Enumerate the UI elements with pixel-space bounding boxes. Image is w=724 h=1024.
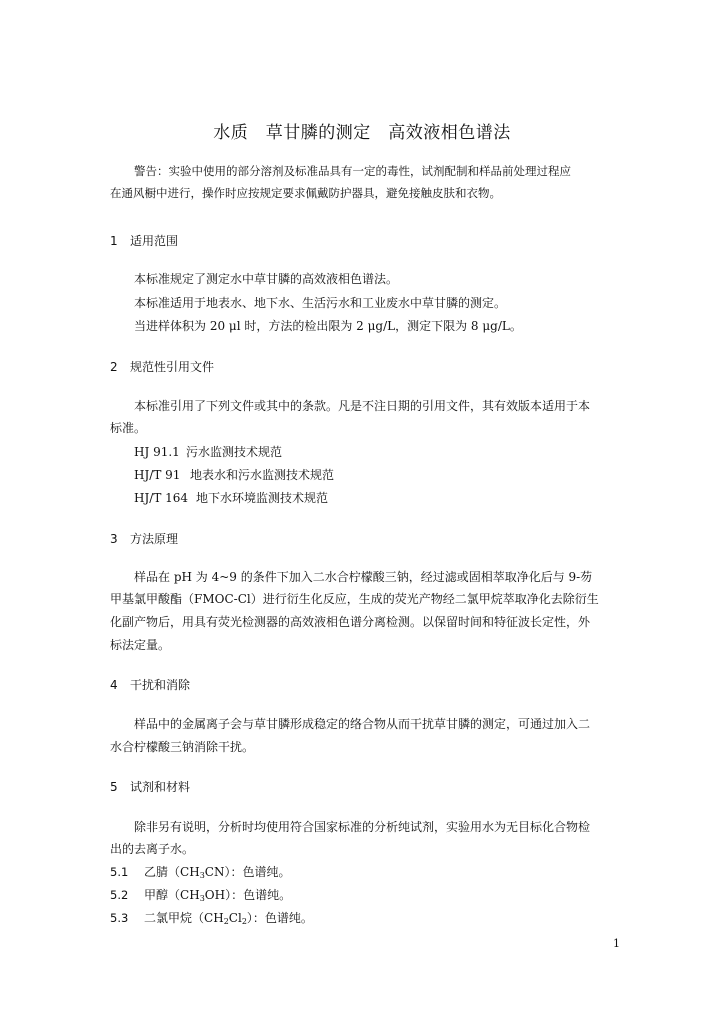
formula-part: CH — [204, 911, 224, 925]
reagent-name: 乙腈 — [144, 865, 169, 879]
section-heading-5 — [110, 778, 190, 795]
section-number: 4 — [110, 678, 118, 692]
formula-subscript: 3 — [199, 894, 205, 903]
section-number: 3 — [110, 532, 118, 546]
reagent-item: 5.1 乙腈$(CH_3CN)$：色谱纯。 — [110, 865, 291, 880]
formula-part: CH — [180, 865, 200, 879]
paragraph-line: 甲基氯甲酸酯（FMOC-Cl）进行衍生化反应，生成的荧光产物经二氯甲烷萃取净化去除衍生 — [110, 592, 599, 606]
paragraph-line: 样品中的金属离子会与草甘膦形成稳定的络合物从而干扰草甘膦的测定，可通过加入二 — [134, 717, 591, 731]
formula-subscript: 2 — [223, 917, 229, 926]
warning-line: 警告：实验中使用的部分溶剂及标准品具有一定的毒性，试剂配制和样品前处理过程应 — [134, 164, 571, 178]
reference-name: 污水监测技术规范 — [186, 445, 283, 459]
warning-line: 在通风橱中进行，操作时应按规定要求佩戴防护器具，避免接触皮肤和衣物。 — [110, 186, 501, 200]
reagent-grade: ：色谱纯。 — [231, 888, 292, 902]
paragraph-line: 样品在 pH 为 4~9 的条件下加入二水合柠檬酸三钠，经过滤或固相萃取净化后与 9-芴 — [134, 570, 593, 584]
warning-paragraph — [110, 160, 616, 204]
paragraph-line: 水合柠檬酸三钠消除干扰。 — [110, 740, 255, 754]
reference-name: 地表水和污水监测技术规范 — [190, 468, 335, 482]
formula-part: CN — [204, 865, 225, 879]
section-number: 1 — [110, 234, 118, 248]
normative-reference — [134, 489, 328, 506]
reference-name: 地下水环境监测技术规范 — [196, 491, 329, 505]
section-title: 方法原理 — [130, 532, 179, 546]
item-number: 5.3 — [110, 911, 129, 925]
document-title: 水质 草甘膦的测定 高效液相色谱法 — [213, 123, 511, 143]
paragraph-line: 出的去离子水。 — [110, 842, 195, 856]
reagent-name: 甲醇 — [144, 888, 169, 902]
section-title: 规范性引用文件 — [130, 360, 215, 374]
formula-part: OH — [204, 888, 226, 902]
formula-subscript: 3 — [199, 871, 205, 880]
formula-part: CH — [180, 888, 200, 902]
reagent-grade: ：色谱纯。 — [252, 911, 313, 925]
item-number: 5.1 — [110, 865, 129, 879]
reagent-grade: ：色谱纯。 — [230, 865, 291, 879]
section-heading-2 — [110, 358, 214, 375]
reference-code: HJ/T 164 — [134, 491, 189, 505]
section-title: 试剂和材料 — [130, 780, 191, 794]
section-number: 5 — [110, 780, 118, 794]
paragraph-line: 本标准引用了下列文件或其中的条款。凡是不注日期的引用文件，其有效版本适用于本 — [134, 399, 591, 413]
paragraph-line: 化副产物后，用具有荧光检测器的高效液相色谱分离检测。以保留时间和特征波长定性，外 — [110, 615, 591, 629]
normative-reference — [134, 466, 334, 483]
section-number: 2 — [110, 360, 118, 374]
page-number: 1 — [613, 937, 620, 950]
section-heading-4 — [110, 676, 190, 693]
section-heading-1 — [110, 232, 178, 249]
reference-code: HJ/T 91 — [134, 468, 181, 482]
section-title: 干扰和消除 — [130, 678, 191, 692]
item-number: 5.2 — [110, 888, 129, 902]
paragraph-line: 标准。 — [110, 421, 147, 435]
paragraph-line: 当进样体积为 20 μl 时，方法的检出限为 2 μg/L，测定下限为 8 μg/L。 — [134, 319, 522, 333]
reagent-item: 5.2 甲醇$(CH_3OH)$：色谱纯。 — [110, 888, 292, 903]
formula-subscript: 2 — [241, 917, 247, 926]
reagent-item: 5.3 二氯甲烷$(CH_2Cl_2)$：色谱纯。 — [110, 911, 313, 926]
section-heading-3 — [110, 530, 178, 547]
paragraph-line: 除非另有说明，分析时均使用符合国家标准的分析纯试剂，实验用水为无目标化合物检 — [134, 820, 591, 834]
reference-code: HJ 91.1 — [134, 445, 180, 459]
paragraph-line: 标法定量。 — [110, 638, 171, 652]
section-title: 适用范围 — [130, 234, 179, 248]
formula-part: Cl — [228, 911, 242, 925]
normative-reference — [134, 443, 282, 460]
reagent-name: 二氯甲烷 — [144, 911, 193, 925]
paragraph-line: 本标准适用于地表水、地下水、生活污水和工业废水中草甘膦的测定。 — [134, 296, 507, 310]
paragraph-line: 本标准规定了测定水中草甘膦的高效液相色谱法。 — [134, 272, 399, 286]
